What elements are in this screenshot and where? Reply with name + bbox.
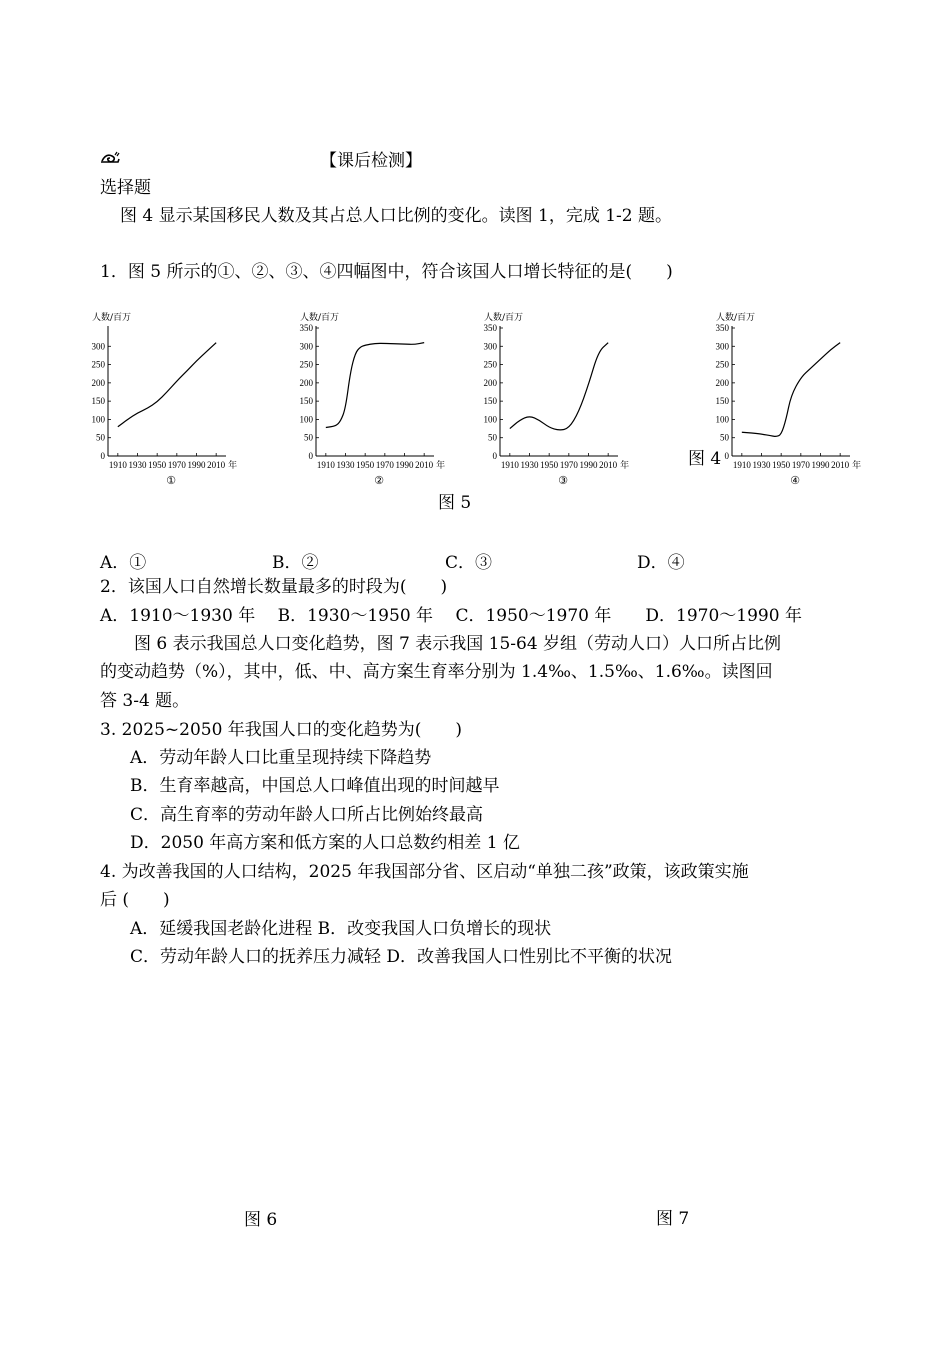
question-4-stem-line-2: 后 ( )	[100, 890, 170, 910]
x-axis-unit: 年	[436, 461, 446, 471]
y-tick-label: 250	[91, 359, 105, 370]
q3-option-d: D．2050 年高方案和低方案的人口总数约相差 1 亿	[130, 833, 520, 853]
y-tick-label: 150	[91, 396, 105, 407]
x-tick-label: 1970	[559, 460, 578, 470]
section-title: 【课后检测】	[320, 151, 422, 171]
x-tick-label: 1950	[148, 460, 167, 470]
panel-label: ③	[558, 474, 568, 487]
x-tick-label: 1990	[811, 460, 830, 470]
y-tick-label: 0	[308, 451, 313, 461]
snail-icon	[100, 150, 120, 166]
x-tick-label: 1950	[356, 460, 375, 470]
y-tick-label: 150	[715, 396, 729, 407]
y-axis-title: 人数/百万	[300, 313, 340, 323]
question-3-stem: 3. 2025~2050 年我国人口的变化趋势为( )	[100, 720, 463, 740]
x-tick-label: 1950	[772, 460, 791, 470]
panel-label: ①	[166, 474, 176, 487]
series-line	[742, 343, 840, 437]
x-tick-label: 1970	[375, 460, 394, 470]
panel-label: ②	[374, 474, 384, 487]
y-tick-label: 100	[483, 414, 497, 425]
x-tick-label: 1990	[187, 460, 206, 470]
q1-option-d: D．④	[637, 553, 685, 573]
x-tick-label: 1970	[167, 460, 186, 470]
y-tick-label: 150	[483, 396, 497, 407]
q4-options-line-2: C．劳动年龄人口的抚养压力减轻 D．改善我国人口性别比不平衡的状况	[130, 947, 673, 967]
series-line	[118, 343, 216, 427]
x-tick-label: 1910	[732, 460, 751, 470]
y-tick-label: 50	[304, 432, 313, 443]
y-tick-label: 300	[91, 341, 105, 352]
y-tick-label: 200	[715, 377, 729, 388]
x-axis-unit: 年	[620, 461, 630, 471]
passage-line-2: 的变动趋势（%），其中，低、中、高方案生育率分别为 1.4‰、1.5‰、1.6‰。读图回	[100, 662, 773, 682]
q1-option-a: A．①	[100, 553, 147, 573]
y-tick-label: 250	[299, 359, 313, 370]
y-tick-label: 200	[91, 377, 105, 388]
y-tick-label: 350	[483, 323, 497, 333]
x-axis-unit: 年	[228, 461, 238, 471]
x-tick-label: 1950	[540, 460, 559, 470]
series-line	[326, 343, 424, 428]
x-tick-label: 1990	[579, 460, 598, 470]
y-tick-label: 300	[483, 341, 497, 352]
question-1-stem: 1．图 5 所示的①、②、③、④四幅图中，符合该国人口增长特征的是( )	[100, 262, 673, 282]
chart-panel-4	[706, 302, 896, 497]
y-tick-label: 300	[299, 341, 313, 352]
x-tick-label: 2010	[599, 460, 618, 470]
chart-panel-2	[290, 302, 460, 497]
x-tick-label: 1930	[752, 460, 771, 470]
question-2-stem: 2．该国人口自然增长数量最多的时段为( )	[100, 577, 448, 597]
x-tick-label: 2010	[207, 460, 226, 470]
x-tick-label: 1930	[128, 460, 147, 470]
y-tick-label: 150	[299, 396, 313, 407]
x-tick-label: 2010	[415, 460, 434, 470]
q1-option-c: C．③	[445, 553, 493, 573]
y-tick-label: 250	[483, 359, 497, 370]
x-tick-label: 1990	[395, 460, 414, 470]
x-tick-label: 1910	[500, 460, 519, 470]
y-axis-title: 人数/百万	[484, 313, 524, 323]
passage-line-1: 图 6 表示我国总人口变化趋势，图 7 表示我国 15-64 岁组（劳动人口）人口所占比例	[100, 634, 782, 654]
y-axis-title: 人数/百万	[92, 313, 132, 323]
y-tick-label: 250	[715, 359, 729, 370]
x-tick-label: 1910	[316, 460, 335, 470]
y-tick-label: 0	[724, 451, 729, 461]
y-tick-label: 0	[492, 451, 497, 461]
q1-option-b: B．②	[272, 553, 319, 573]
intro-text: 图 4 显示某国移民人数及其占总人口比例的变化。读图 1，完成 1-2 题。	[120, 206, 673, 226]
q3-option-b: B．生育率越高，中国总人口峰值出现的时间越早	[130, 776, 500, 796]
y-tick-label: 0	[100, 451, 105, 461]
figure-6-label: 图 6	[244, 1210, 278, 1230]
x-axis-unit: 年	[852, 461, 862, 471]
chart-panel-1	[82, 302, 252, 497]
chart-panel-3	[474, 302, 664, 497]
passage-line-3: 答 3-4 题。	[100, 691, 190, 711]
y-tick-label: 200	[299, 377, 313, 388]
y-tick-label: 100	[299, 414, 313, 425]
y-tick-label: 350	[715, 323, 729, 333]
y-axis-title: 人数/百万	[716, 313, 756, 323]
y-tick-label: 100	[715, 414, 729, 425]
x-tick-label: 1910	[108, 460, 127, 470]
y-tick-label: 100	[91, 414, 105, 425]
y-tick-label: 50	[96, 432, 105, 443]
y-tick-label: 50	[488, 432, 497, 443]
y-tick-label: 300	[715, 341, 729, 352]
figure-7-label: 图 7	[656, 1209, 690, 1229]
panel-label: ④	[790, 474, 800, 487]
x-tick-label: 2010	[831, 460, 850, 470]
x-tick-label: 1930	[520, 460, 539, 470]
section-label: 选择题	[100, 178, 151, 198]
q4-options-line-1: A．延缓我国老龄化进程 B．改变我国人口负增长的现状	[130, 919, 552, 939]
question-4-stem-line-1: 4. 为改善我国的人口结构，2025 年我国部分省、区启动“单独二孩”政策，该政策实施	[100, 862, 749, 882]
figure-5-label: 图 5	[438, 493, 472, 513]
y-tick-label: 200	[483, 377, 497, 388]
y-tick-label: 350	[299, 323, 313, 333]
x-tick-label: 1970	[791, 460, 810, 470]
q3-option-c: C．高生育率的劳动年龄人口所占比例始终最高	[130, 805, 484, 825]
x-tick-label: 1930	[336, 460, 355, 470]
q3-option-a: A．劳动年龄人口比重呈现持续下降趋势	[130, 748, 432, 768]
y-tick-label: 50	[720, 432, 729, 443]
question-2-options: A．1910～1930 年 B．1930～1950 年 C．1950～1970 年 D．1970～1990 年	[100, 606, 802, 626]
figure-4-label: 图 4	[688, 449, 722, 469]
series-line	[510, 343, 608, 430]
